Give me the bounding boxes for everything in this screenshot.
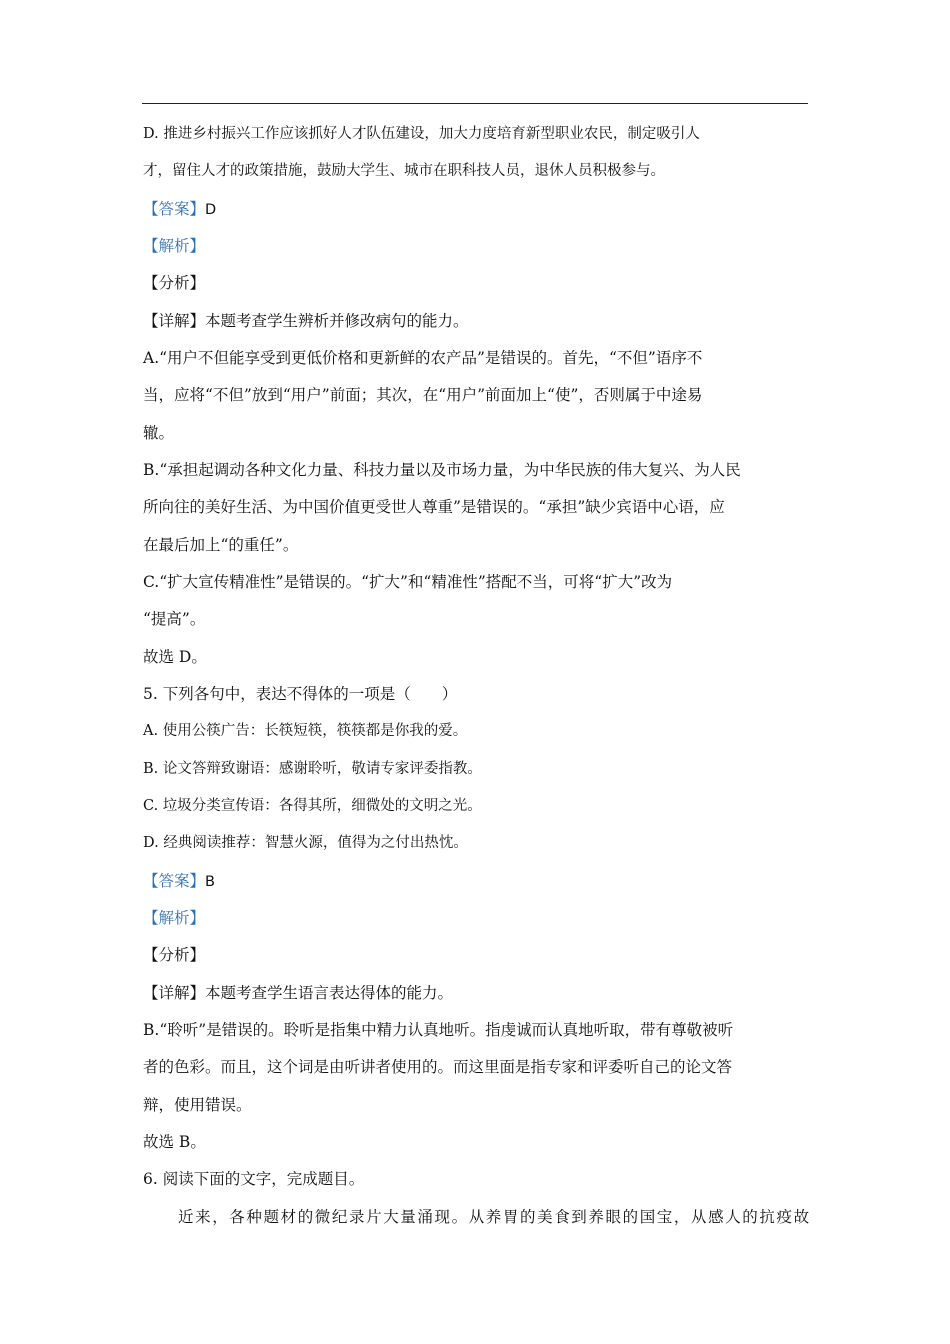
explain-a-line-1: A.“用户不但能享受到更低价格和更新鲜的农产品”是错误的。首先，“不但”语序不	[143, 349, 703, 367]
explain-a-line-3: 辙。	[143, 424, 175, 442]
answer-line	[143, 199, 216, 220]
q5-answer-label: 【答案】	[143, 872, 206, 890]
q5-option-b: B. 论文答辩致谢语：感谢聆听，敬请专家评委指教。	[143, 761, 482, 777]
q5-explain-line-2: 者的色彩。而且，这个词是由听讲者使用的。而这里面是指专家和评委听自己的论文答	[143, 1058, 733, 1076]
q5-analysis-label: 【解析】	[143, 909, 206, 927]
explain-b-line-2: 所向往的美好生活、为中国价值更受世人尊重”是错误的。“承担”缺少宾语中心语，应	[143, 498, 725, 516]
q5-fenxi-heading: 【分析】	[143, 946, 206, 964]
option-d-line-2: 才，留住人才的政策措施，鼓励大学生、城市在职科技人员，退休人员积极参与。	[143, 163, 665, 179]
q5-answer-value: B	[205, 874, 215, 890]
q5-answer-line	[143, 871, 215, 892]
answer-label: 【答案】	[143, 200, 206, 218]
q5-option-c: C. 垃圾分类宣传语：各得其所，细微处的文明之光。	[143, 798, 482, 814]
conclusion-line: 故选 D。	[143, 648, 207, 666]
q5-conclusion-line: 故选 B。	[143, 1133, 206, 1151]
q5-option-d: D. 经典阅读推荐：智慧火源，值得为之付出热忱。	[143, 835, 468, 851]
analysis-label: 【解析】	[143, 237, 206, 255]
explain-b-line-1: B.“承担起调动各种文化力量、科技力量以及市场力量，为中华民族的伟大复兴、为人民	[143, 461, 741, 479]
fenxi-heading: 【分析】	[143, 274, 206, 292]
header-rule	[142, 103, 808, 104]
explain-b-line-3: 在最后加上“的重任”。	[143, 536, 299, 554]
explain-c-line-1: C.“扩大宣传精准性”是错误的。“扩大”和“精准性”搭配不当，可将“扩大”改为	[143, 573, 673, 591]
q5-detail-line: 【详解】本题考查学生语言表达得体的能力。	[143, 984, 454, 1002]
passage-line-1: 近来，各种题材的微纪录片大量涌现。从养胃的美食到养眼的国宝，从感人的抗疫故	[178, 1208, 811, 1226]
explain-a-line-2: 当，应将“不但”放到“用户”前面；其次，在“用户”前面加上“使”，否则属于中途易	[143, 386, 703, 404]
answer-value: D	[205, 202, 217, 218]
option-d-line-1: D. 推进乡村振兴工作应该抓好人才队伍建设，加大力度培育新型职业农民，制定吸引人	[143, 126, 700, 142]
explain-c-line-2: “提高”。	[143, 610, 206, 628]
question-5: 5. 下列各句中，表达不得体的一项是（ ）	[143, 685, 458, 703]
q5-explain-line-1: B.“聆听”是错误的。聆听是指集中精力认真地听。指虔诚而认真地听取，带有尊敬被听	[143, 1021, 734, 1039]
q5-explain-line-3: 辩，使用错误。	[143, 1096, 252, 1114]
detail-line: 【详解】本题考查学生辨析并修改病句的能力。	[143, 312, 469, 330]
q5-option-a: A. 使用公筷广告：长筷短筷，筷筷都是你我的爱。	[143, 723, 468, 739]
question-6: 6. 阅读下面的文字，完成题目。	[143, 1170, 365, 1188]
